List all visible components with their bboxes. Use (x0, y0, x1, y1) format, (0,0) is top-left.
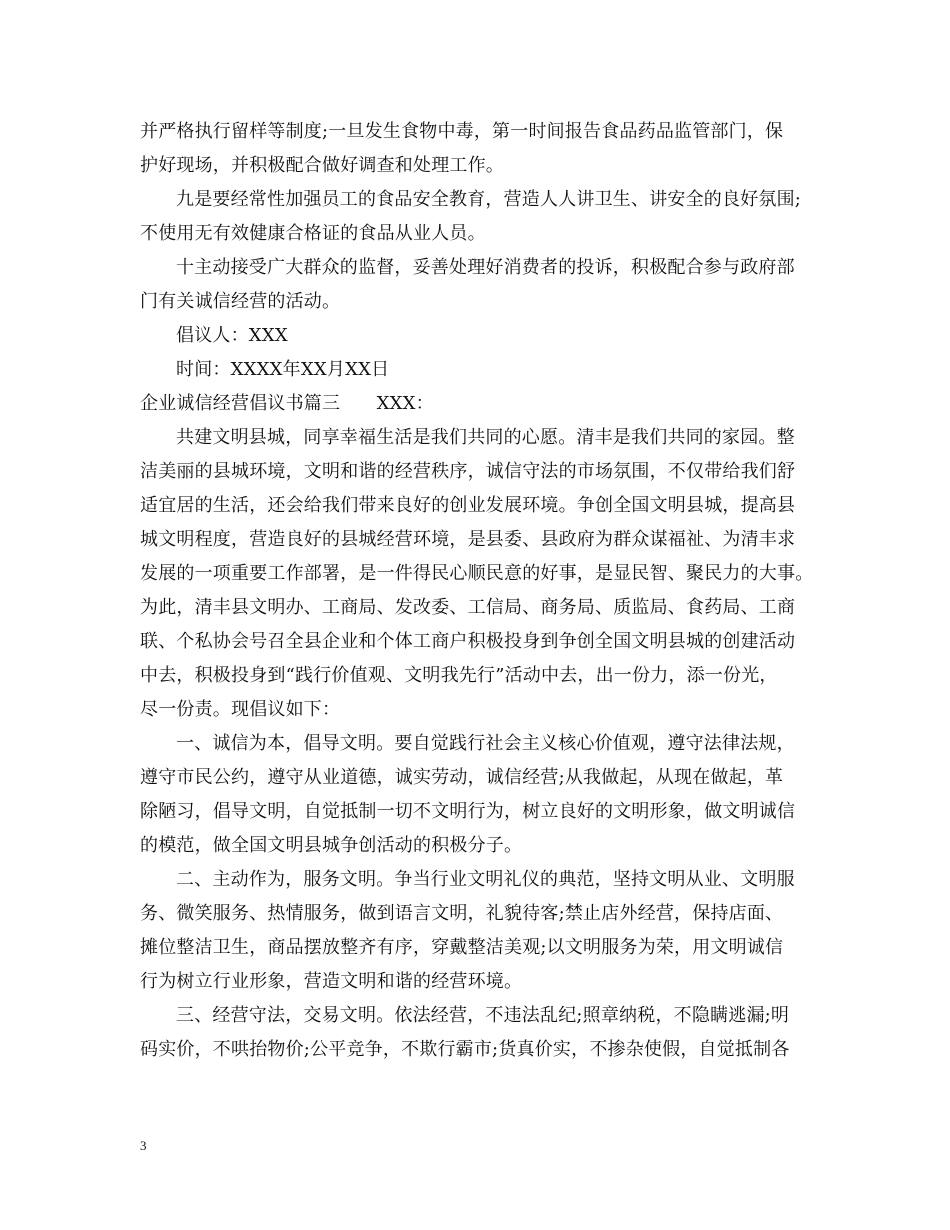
paragraph-line: 的模范，做全国文明县城争创活动的积极分子。 (140, 835, 523, 856)
paragraph-line: 门有关诚信经营的活动。 (140, 291, 341, 312)
paragraph-line: 除陋习，倡导文明，自觉抵制一切不文明行为，树立良好的文明形象，做文明诚信 (140, 801, 796, 822)
paragraph-line: 洁美丽的县城环境，文明和谐的经营秩序，诚信守法的市场氛围，不仅带给我们舒 (140, 461, 796, 482)
paragraph-line: 三、经营守法，交易文明。依法经营，不违法乱纪;照章纳税，不隐瞒逃漏;明 (176, 1005, 790, 1026)
paragraph-line: 适宜居的生活，还会给我们带来良好的创业发展环境。争创全国文明县城，提高县 (140, 495, 796, 516)
paragraph-line: 尽一份责。现倡议如下： (140, 699, 341, 720)
paragraph-line: 并严格执行留样等制度;一旦发生食物中毒，第一时间报告食品药品监管部门，保 (140, 121, 784, 142)
signatory-line: 倡议人：XXX (176, 325, 288, 346)
paragraph-line: 十主动接受广大群众的监督，妥善处理好消费者的投诉，积极配合参与政府部 (176, 257, 795, 278)
date-line: 时间：XXXX年XX月XX日 (176, 359, 390, 380)
paragraph-line: 为此，清丰县文明办、工商局、发改委、工信局、商务局、质监局、食药局、工商 (140, 597, 796, 618)
paragraph-line: 中去，积极投身到“践行价值观、文明我先行”活动中去，出一份力，添一份光， (140, 665, 778, 686)
paragraph-line: 摊位整洁卫生，商品摆放整齐有序，穿戴整洁美观;以文明服务为荣，用文明诚信 (140, 937, 784, 958)
paragraph-line: 护好现场，并积极配合做好调查和处理工作。 (140, 155, 504, 176)
paragraph-line: 城文明程度，营造良好的县城经营环境，是县委、县政府为群众谋福祉、为清丰求 (140, 529, 796, 550)
paragraph-line: 务、微笑服务、热情服务，做到语言文明，礼貌待客;禁止店外经营，保持店面、 (140, 903, 784, 924)
paragraph-line: 遵守市民公约，遵守从业道德，诚实劳动，诚信经营;从我做起，从现在做起，革 (140, 767, 784, 788)
paragraph-line: 不使用无有效健康合格证的食品从业人员。 (140, 223, 486, 244)
paragraph-line: 一、诚信为本，倡导文明。要自觉践行社会主义核心价值观，遵守法律法规， (176, 733, 795, 754)
paragraph-line: 发展的一项重要工作部署，是一件得民心顺民意的好事，是显民智、聚民力的大事。 (140, 563, 814, 584)
paragraph-line: 九是要经常性加强员工的食品安全教育，营造人人讲卫生、讲安全的良好氛围; (176, 189, 802, 210)
paragraph-line: 共建文明县城，同享幸福生活是我们共同的心愿。清丰是我们共同的家园。整 (176, 427, 795, 448)
paragraph-line: 行为树立行业形象，营造文明和谐的经营环境。 (140, 971, 523, 992)
paragraph-line: 码实价，不哄抬物价;公平竞争，不欺行霸市;货真价实，不掺杂使假，自觉抵制各 (140, 1039, 790, 1060)
paragraph-line: 二、主动作为，服务文明。争当行业文明礼仪的典范，坚持文明从业、文明服 (176, 869, 795, 890)
paragraph-line: 联、个私协会号召全县企业和个体工商户积极投身到争创全国文明县城的创建活动 (140, 631, 796, 652)
page-number: 3 (140, 1138, 147, 1153)
section-heading: 企业诚信经营倡议书篇三 XXX： (140, 393, 434, 414)
